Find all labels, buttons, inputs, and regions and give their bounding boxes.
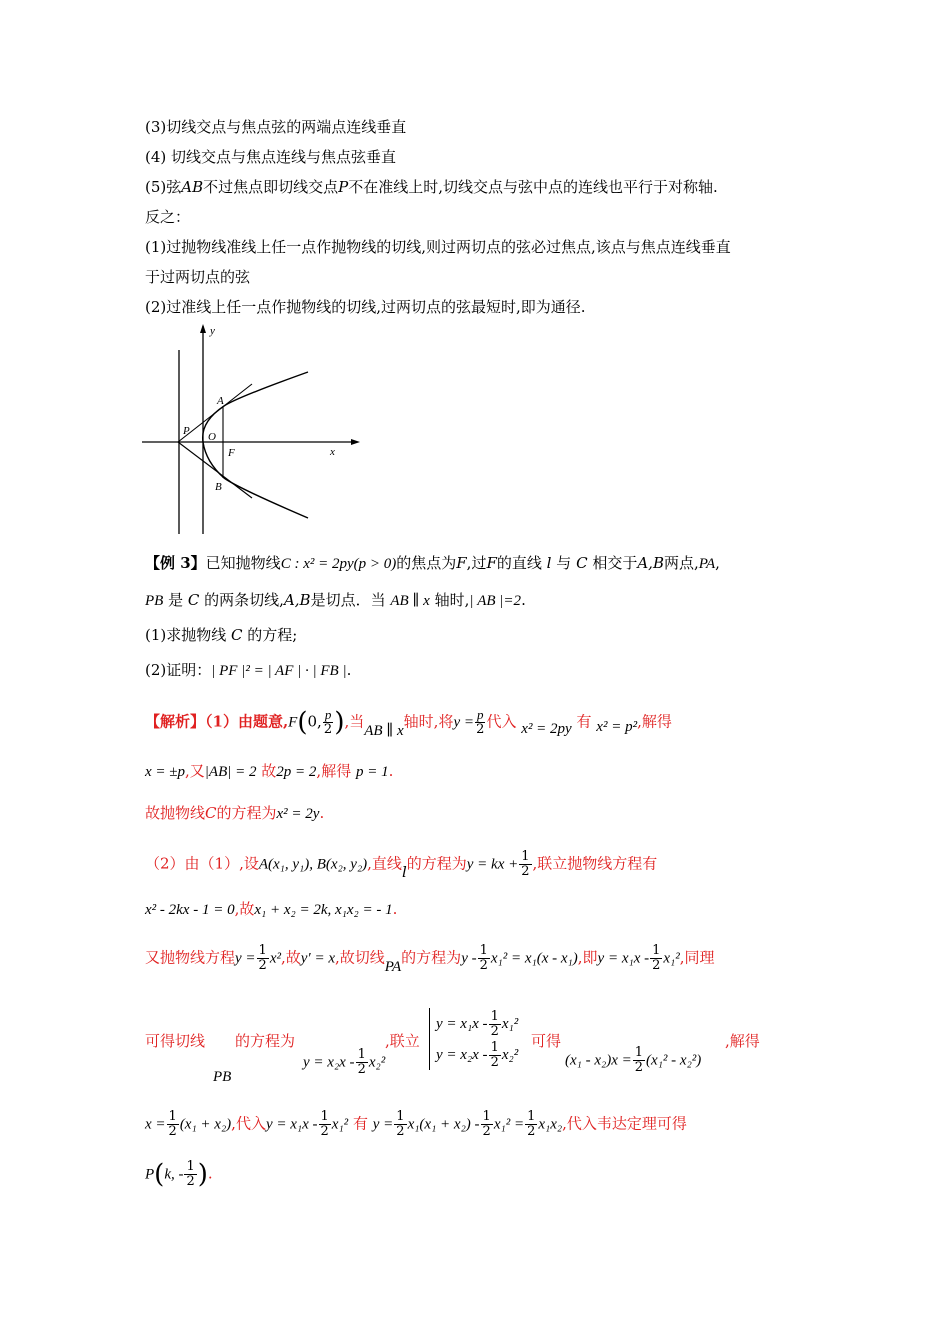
parabola-figure (142, 322, 364, 536)
text-span: 故抛物线 (145, 804, 206, 822)
text-span: 的方程为 (406, 854, 467, 873)
math-y-x1x: y = x₁x - (597, 950, 650, 967)
math-sum-x: (x₁ + x₂) (179, 1116, 232, 1133)
denominator: 2 (479, 958, 488, 973)
math-ab: AB (181, 178, 204, 196)
math-parabola-x2-2py: x² = 2py (521, 720, 572, 737)
numerator: 1 (490, 1008, 499, 1024)
label-b: B (215, 481, 222, 493)
math-subtract-result (565, 1046, 701, 1075)
numerator: 1 (482, 1109, 491, 1124)
solution-part2-line2 (145, 898, 397, 921)
text-span: 的方程为 (401, 948, 462, 967)
text-span: ,过 (466, 554, 487, 572)
text-span: 代入 (486, 712, 517, 731)
denominator: 2 (186, 1174, 195, 1189)
question-2 (145, 659, 351, 682)
math-f: F (456, 554, 467, 572)
text-span: . (207, 1164, 213, 1183)
math-point-p: P (145, 1166, 155, 1183)
numerator: 1 (479, 943, 488, 958)
denominator: 2 (476, 722, 485, 737)
text-span: 相交于 (592, 554, 638, 572)
numerator: 1 (396, 1109, 405, 1124)
text-line: 反之： (145, 208, 191, 226)
math-x1-squared: x₁² (663, 950, 680, 967)
math-p-eq-1: p = 1 (355, 764, 389, 780)
equation-system (429, 1008, 518, 1070)
math-pa: PA (698, 556, 716, 572)
text-span: . (346, 661, 352, 679)
label-y: y (210, 325, 215, 337)
math-line-equation: y = kx + (466, 856, 519, 873)
text-span: 轴时, (434, 591, 470, 609)
text-span: . (319, 804, 325, 822)
math-parabola-equation: C : x² = 2py(p > 0) (280, 556, 397, 572)
denominator: 2 (482, 1124, 491, 1139)
numerator: 1 (527, 1109, 536, 1124)
math-c: C (187, 591, 200, 609)
math-y-x2x: y = x₂x - (436, 1047, 488, 1063)
math-vieta: x₁ + x₂ = 2k, x₁x₂ = - 1 (254, 902, 393, 918)
math-points-a-b: A(x₁, y₁), B(x₂, y₂) (258, 856, 368, 873)
example-statement-line1 (145, 552, 720, 575)
math-tangent-pb (303, 1048, 385, 1077)
math-x1-minus-x2-x: (x₁ - x₂)x = (565, 1052, 632, 1069)
numerator: 1 (634, 1045, 644, 1060)
math-ab-parallel-x: AB ∥ x (390, 593, 430, 609)
math-proof-equation: | PF |² = | AF | · | FB | (211, 663, 347, 679)
text-span: ,联立抛物线方程有 (532, 854, 658, 873)
text-span: . (388, 762, 394, 780)
label-a: A (217, 395, 224, 407)
denominator: 2 (521, 864, 530, 879)
math-y-equals: y = (372, 1116, 394, 1133)
text-span: (5)弦 (145, 178, 182, 196)
fraction-1-over-2 (478, 944, 490, 973)
math-2p-eq-2: 2p = 2 (276, 764, 317, 780)
solution-part2-line5 (145, 1110, 687, 1139)
math-p: P (338, 178, 349, 196)
math-f: F (288, 714, 298, 731)
math-ab-eq-2: |AB| = 2 (204, 764, 257, 780)
math-a-b: A,B (283, 591, 311, 609)
numerator: p (324, 707, 332, 722)
text-span: 已知抛物线 (205, 554, 281, 572)
text-span: 是 (168, 591, 184, 609)
text-line: (3)切线交点与焦点弦的两端点连线垂直 (145, 118, 407, 136)
text-span: 轴时,将 (403, 712, 454, 731)
denominator: 2 (323, 722, 333, 737)
math-x1x2: x₁x₂ (538, 1116, 563, 1133)
fraction-1-over-2 (319, 1110, 331, 1139)
text-line: (1)过抛物线准线上任一点作抛物线的切线,则过两切点的弦必过焦点,该点与焦点连线垂直 (145, 238, 731, 256)
numerator: 1 (652, 943, 661, 958)
math-x2-2y: x² = 2y (276, 806, 320, 822)
text-span: 的方程; (247, 626, 298, 644)
denominator: 2 (652, 958, 661, 973)
math-a-b: A,B (637, 554, 664, 572)
text-span: ,代入 (231, 1114, 266, 1133)
parabola-diagram (142, 322, 364, 536)
text-span: (1)求抛物线 (145, 626, 227, 644)
math-x-equals: x = (145, 1116, 166, 1133)
text-span: 与 (556, 554, 572, 572)
solution-part2-line3 (145, 944, 715, 973)
text-span: 不过焦点即切线交点 (203, 178, 339, 196)
question-1 (145, 624, 297, 646)
paren-right: ) (197, 1159, 208, 1190)
fraction-1-over-2 (394, 1110, 406, 1139)
label-f: F (228, 447, 235, 459)
math-y-minus: y - (461, 950, 477, 967)
math-x2-p2: x² = p² (596, 718, 638, 735)
math-c: C (231, 626, 243, 644)
solution-part2-line1 (145, 850, 657, 879)
parabola-curve (203, 372, 308, 518)
text-line (145, 176, 718, 198)
text-span: 的焦点为 (396, 554, 457, 572)
numerator: 1 (357, 1047, 366, 1062)
denominator: 2 (634, 1060, 644, 1075)
fraction-1-over-2 (525, 1110, 537, 1139)
math-y-equals: y = (453, 714, 474, 731)
math-k-minus: k, - (164, 1166, 184, 1183)
fraction-1-over-2 (633, 1046, 645, 1075)
system-brace (429, 1008, 518, 1070)
math-y-x2x: y = x₂x - (303, 1054, 355, 1071)
text-span: ,故 (280, 948, 301, 967)
example-tag: 【例 3】 (145, 554, 206, 572)
text-span: 故 (261, 762, 277, 780)
text-span: 又抛物线方程 (145, 948, 236, 967)
math-tangent-pa: x₁² = x₁(x - x₁) (490, 950, 578, 967)
text-span: (2)证明： (145, 661, 212, 679)
system-row-2 (436, 1039, 518, 1070)
system-row-1 (436, 1008, 518, 1039)
denominator: 2 (357, 1062, 366, 1077)
numerator: 1 (258, 943, 267, 958)
math-derivative: y′ = x (300, 950, 335, 967)
solution-part2-line6 (145, 1160, 213, 1189)
fraction-1-over-2 (184, 1160, 196, 1189)
math-ab-length: | AB |=2 (469, 593, 522, 609)
math-x2-squared: x₂² (501, 1047, 519, 1063)
text-span: ,直线 (367, 854, 402, 873)
math-squares-difference: (x₁² - x₂²) (646, 1052, 702, 1069)
text-span: 可得切线 (145, 1032, 206, 1050)
numerator: 1 (490, 1039, 499, 1055)
fraction-1-over-2 (257, 944, 269, 973)
numerator: 1 (521, 849, 530, 864)
text-span: ,当 (344, 712, 365, 731)
denominator: 2 (396, 1124, 405, 1139)
x-axis-arrow (351, 439, 360, 445)
paren-left: ( (154, 1159, 165, 1190)
denominator: 2 (168, 1124, 177, 1139)
fraction-1-over-2 (519, 850, 531, 879)
text-span: 不在准线上时,切线交点与弦中点的连线也平行于对称轴. (348, 178, 718, 196)
solution-line1 (145, 708, 672, 737)
denominator: 2 (490, 1023, 499, 1039)
text-span: . (521, 591, 526, 609)
math-f: F (486, 554, 497, 572)
label-p: P (183, 425, 190, 437)
text-span: ,同理 (679, 948, 715, 967)
math-quadratic: x² - 2kx - 1 = 0 (145, 902, 235, 918)
math-y-x1x: y = x₁x - (265, 1116, 318, 1133)
math-c: C (576, 554, 588, 572)
solution-line2 (145, 760, 393, 783)
text-span: 有 (352, 1114, 368, 1133)
math-pb: PB (213, 1069, 232, 1085)
math-l: l (401, 862, 407, 881)
text-span: ,解得 (725, 1032, 760, 1050)
math-y-equals: y = (235, 950, 256, 967)
fraction-p-over-2 (323, 708, 334, 737)
text-span: 是切点．当 (310, 591, 386, 609)
math-pa: PA (384, 958, 402, 975)
math-c: C (205, 804, 217, 822)
denominator: 2 (490, 1054, 499, 1070)
fraction-1-over-2 (650, 944, 662, 973)
text-line: (4) 切线交点与焦点连线与焦点弦垂直 (145, 148, 397, 166)
text-span: 的方程为 (235, 1032, 296, 1050)
text-line: 于过两切点的弦 (145, 268, 251, 286)
solution-tag: 【解析】（1）由题意, (145, 712, 289, 731)
math-substitution: x₁(x₁ + x₂) - (407, 1116, 480, 1133)
text-span: ,故切线 (334, 948, 385, 967)
text-span: 可得 (531, 1032, 562, 1050)
math-zero: 0, (307, 712, 322, 731)
text-span: （2）由（1）,设 (145, 854, 259, 873)
text-span: 的方程为 (216, 804, 277, 822)
fraction-1-over-2 (167, 1110, 179, 1139)
fraction-1-over-2 (489, 1041, 501, 1070)
text-span: , (715, 554, 720, 572)
y-axis-arrow (200, 324, 206, 333)
math-x-pm-p: x = ±p (145, 764, 186, 780)
math-x1-squared-eq: x₁² = (493, 1116, 525, 1133)
paren-left: ( (297, 707, 308, 738)
label-o: O (208, 431, 216, 443)
text-span: 的直线 (496, 554, 542, 572)
fraction-1-over-2 (356, 1048, 368, 1077)
denominator: 2 (527, 1124, 536, 1139)
text-span: 有 (576, 712, 592, 731)
solution-line3 (145, 802, 324, 825)
paren-right: ) (334, 707, 345, 738)
text-span: ,联立 (385, 1032, 420, 1050)
numerator: 1 (186, 1159, 195, 1174)
text-span: 的两条切线, (204, 591, 284, 609)
numerator: 1 (320, 1109, 329, 1124)
example-statement-line2 (145, 589, 526, 612)
text-span: ,又 (185, 762, 205, 780)
text-line: (2)过准线上任一点作抛物线的切线,过两切点的弦最短时,即为通径. (145, 298, 586, 316)
text-span: ,解得 (637, 712, 672, 731)
text-span: ,故 (234, 900, 255, 918)
math-ab-parallel-x: AB ∥ x (364, 722, 404, 739)
math-x1-squared: x₁² (501, 1016, 519, 1032)
math-l: l (546, 554, 552, 572)
text-span: ,解得 (316, 762, 352, 780)
denominator: 2 (258, 958, 267, 973)
label-x: x (330, 446, 335, 458)
math-pb: PB (145, 593, 164, 609)
numerator: p (476, 707, 484, 722)
fraction-p-over-2 (475, 708, 486, 737)
text-span: ,即 (577, 948, 598, 967)
math-y-x1x: y = x₁x - (436, 1016, 488, 1032)
math-x2-squared: x₂² (368, 1054, 386, 1071)
math-x1-squared: x₁² (331, 1116, 349, 1133)
math-x2: x² (269, 950, 281, 967)
fraction-1-over-2 (481, 1110, 493, 1139)
text-span: . (392, 900, 398, 918)
denominator: 2 (320, 1124, 329, 1139)
fraction-1-over-2 (489, 1010, 501, 1039)
numerator: 1 (168, 1109, 177, 1124)
text-span: 两点, (663, 554, 699, 572)
text-span: ,代入韦达定理可得 (562, 1114, 687, 1133)
